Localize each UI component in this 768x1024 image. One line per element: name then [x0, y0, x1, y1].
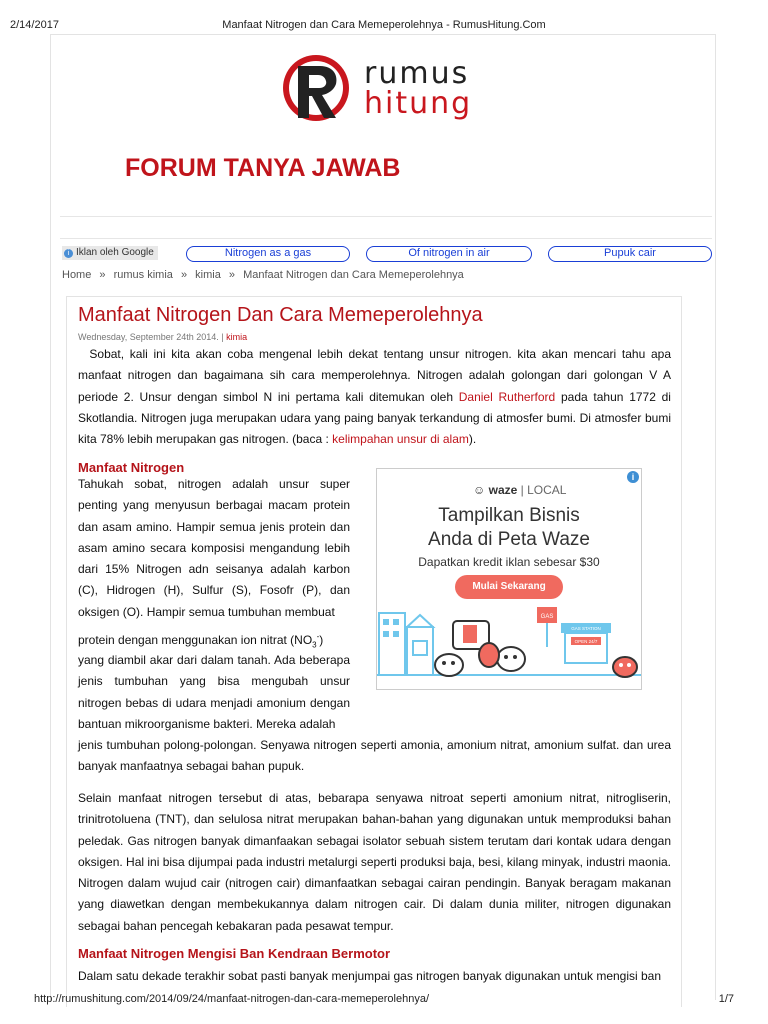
waze-brand-name: waze [488, 483, 518, 497]
divider [60, 238, 712, 239]
forum-title[interactable]: FORUM TANYA JAWAB [125, 154, 401, 182]
subscript: 3 [312, 640, 317, 650]
brand-sep: | [520, 483, 524, 497]
article-category[interactable]: kimia [226, 332, 248, 342]
article-date: Wednesday, September 24th 2014. [78, 332, 219, 342]
manfaat-paragraph-a: Tahukah sobat, nitrogen adalah unsur super penting yang menyusun berbagai macam protein dan asam amino. Hampir semua jenis protein dan asam amino secara komposisi mengandung lebih dari 15% Nitrogen adn seisanya adalah karbon (C), Hidrogen (H), Sulfur (S), Fosofr (P), dan oksigen (O). Hampir semua tumbuhan membuat [78, 477, 350, 619]
meta-sep: | [221, 332, 224, 342]
ad-gas-sign: GAS [540, 614, 554, 620]
ad-open-sign: OPEN 24/7 [574, 639, 598, 644]
ad-headline-1: Tampilkan Bisnis [438, 505, 580, 526]
ad-cta-button[interactable]: Mulai Sekarang [455, 575, 563, 599]
ad-link-nitrogen-gas[interactable]: Nitrogen as a gas [186, 246, 350, 262]
brand-local: LOCAL [527, 483, 567, 497]
ad-link-bar [0, 246, 768, 262]
ad-subtext: Dapatkan kredit iklan sebesar $30 [418, 555, 600, 569]
ad-link-nitrogen-air[interactable]: Of nitrogen in air [366, 246, 532, 262]
print-header [0, 0, 768, 34]
logo-text-rumus: rumus [364, 56, 470, 91]
intro-paragraph [78, 344, 671, 450]
breadcrumb-sep: » [180, 269, 188, 281]
intro-text-2: pada tahun 1772 di Skotlandia. Nitrogen juga merupakan udara yang paing banyak terkandung di atmosfer bumi. Di atmosfer bumi kita 78% lebih merupakan gas nitrogen. (baca : [78, 389, 671, 447]
heading-manfaat-nitrogen: Manfaat Nitrogen [78, 460, 185, 475]
selain-paragraph: Selain manfaat nitrogen tersebut di atas, bebarapa senyawa nitroat seperti amonium nitrat, nitrogliserin, trinitrotoluena (TNT), dan selulosa nitrat merupakan bahan-bahan yang digunakan untuk memproduksi bahan peledak. Gas nitrogen banyak dimanfaakan sebagai isolator sebuah sistem terutam dari kontak udara dengan oksigen. Hal ini bisa dijumpai pada industri metalurgi seperti produksi baja, besi, kilang minyak, industri maonia. Nitrogen dalam wujud cair (nitrogen cair) dimanfaatkan sebagai cairan pendingin. Banyak beragam makanan yang diawetkan dengan membekukannya dalam nitrogen cair. Di dalam dunia militer, nitrogen digunakan sebagai bahan pencegah kebakaran pada pesawat tempur. [78, 791, 671, 933]
divider [60, 216, 712, 217]
ad-headline-2: Anda di Peta Waze [428, 529, 590, 550]
ban-paragraph: Dalam satu dekade terakhir sobat pasti banyak menjumpai gas nitrogen banyak digunakan untuk mengisi ban [78, 969, 662, 983]
link-kelimpahan-unsur[interactable]: kelimpahan unsur di alam [332, 432, 469, 447]
ad-station-sign: GAS STATION [571, 626, 601, 631]
article-meta [78, 332, 247, 342]
breadcrumb-sep: » [99, 269, 106, 281]
print-url: http://rumushitung.com/2014/09/24/manfaat-nitrogen-dan-cara-memeperolehnya/ [34, 993, 430, 1005]
superscript: - [316, 632, 320, 641]
waze-logo-icon: ☺ [473, 483, 486, 497]
breadcrumb [62, 269, 469, 281]
heading-manfaat-ban: Manfaat Nitrogen Mengisi Ban Kendraan Bermotor [78, 946, 391, 961]
breadcrumb-kimia[interactable]: kimia [195, 269, 221, 281]
ads-label-text: Iklan oleh Google [76, 247, 154, 258]
link-daniel-rutherford[interactable]: Daniel Rutherford [458, 389, 556, 404]
print-date: 2/14/2017 [10, 19, 59, 31]
print-page-number: 1/7 [718, 993, 734, 1005]
intro-text-1: Sobat, kali ini kita akan coba mengenal lebih dekat tentang unsur nitrogen. kita akan mencari tahu apa manfaat nitrogen dan bagaimana sih cara memperolehnya. Nitrogen adalah golongan dari golongan V A periode 2. Unsur dengan simbol N ini pertama kali ditemukan oleh [78, 347, 671, 404]
print-title: Manfaat Nitrogen dan Cara Memeperolehnya - RumusHitung.Com [222, 19, 546, 31]
intro-text-3: ). [468, 432, 477, 447]
manfaat-paragraph-d: jenis tumbuhan polong-polongan. Senyawa nitrogen seperti amonia, amonium nitrat, amonium sulfat. dan urea banyak manfaatnya sebagai bahan pupuk. [78, 738, 671, 774]
site-logo[interactable] [276, 52, 476, 122]
ad-city-illustration [377, 603, 641, 689]
breadcrumb-current: Manfaat Nitrogen dan Cara Memeperolehnya [243, 269, 464, 281]
breadcrumb-home[interactable]: Home [62, 269, 92, 281]
manfaat-b-text: protein dengan menggunakan ion nitrat (NO [78, 633, 313, 647]
breadcrumb-sep: » [228, 269, 235, 281]
ads-by-google-label[interactable] [62, 246, 158, 260]
article-title[interactable]: Manfaat Nitrogen Dan Cara Memeperolehnya [78, 304, 483, 326]
breadcrumb-rumus-kimia[interactable]: rumus kimia [113, 269, 173, 281]
logo-r-icon [276, 52, 358, 122]
waze-ad[interactable] [376, 468, 642, 690]
manfaat-paragraph-c: yang diambil akar dari dalam tanah. Ada beberapa jenis tumbuhan yang bisa mengubah unsur nitrogen bebas di udara menjadi amonium dengan bantuan mikroorganisme bakteri. Mereka adalah [78, 653, 350, 731]
waze-brand [473, 483, 566, 497]
ad-info-icon: i [64, 249, 73, 258]
ad-link-pupuk-cair[interactable]: Pupuk cair [548, 246, 712, 262]
adchoices-icon[interactable]: i [627, 471, 639, 483]
manfaat-b-close: ) [319, 633, 324, 647]
logo-text-hitung: hitung [364, 86, 473, 121]
